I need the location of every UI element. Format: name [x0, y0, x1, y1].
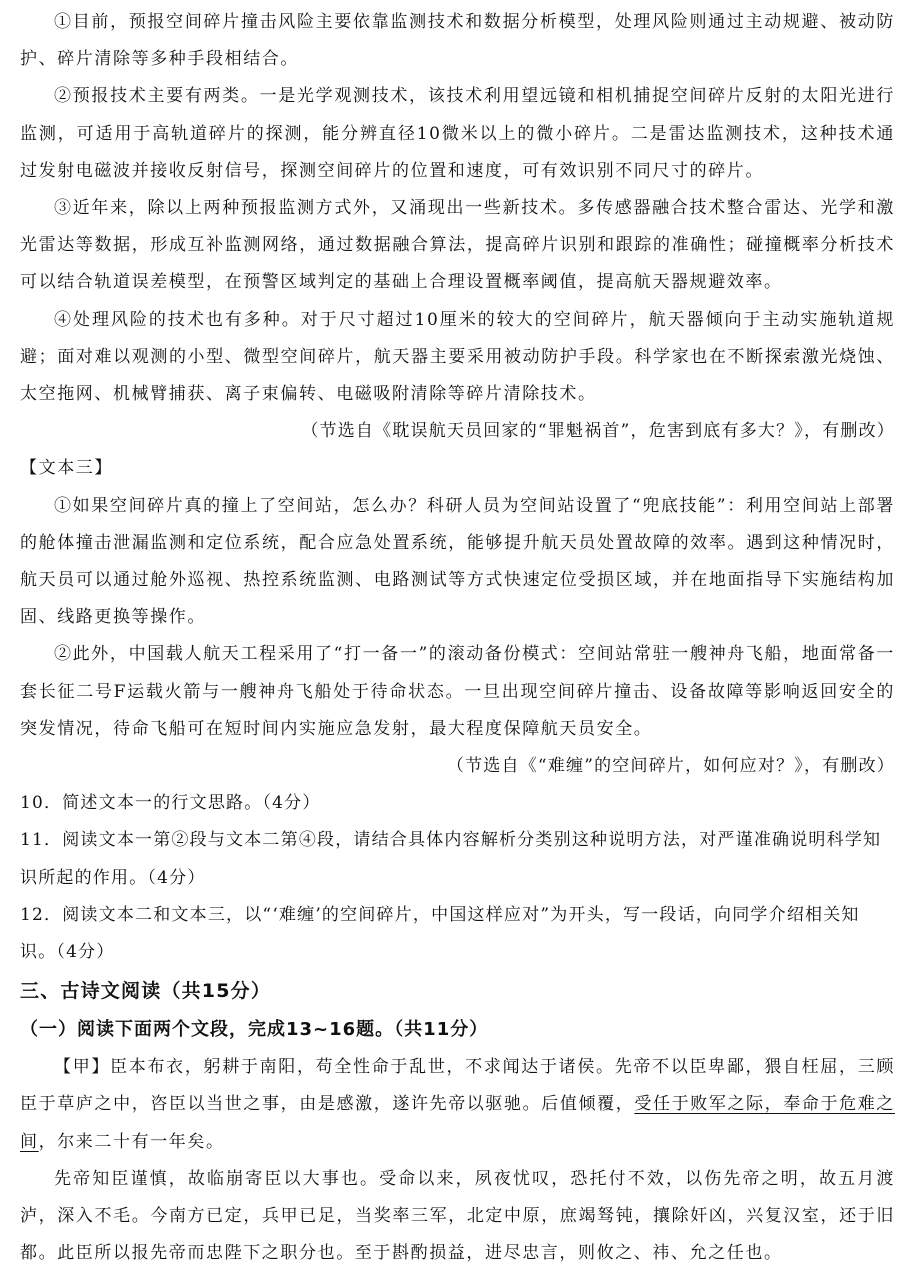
text2-paragraph-3: ③近年来，除以上两种预报监测方式外，又涌现出一些新技术。多传感器融合技术整合雷达、光学和激光雷达等数据，形成互补监测网络，通过数据融合算法，提高碎片识别和跟踪的准确性；碰撞概率分析技术可以结合轨道误差模型，在预警区域判定的基础上合理设置概率阈值，提高航天器规避效率。 [20, 198, 895, 293]
text3-paragraph-2: ②此外，中国载人航天工程采用了“打一备一”的滚动备份模式：空间站常驻一艘神舟飞船，地面常备一套长征二号F运载火箭与一艘神舟飞船处于待命状态。一旦出现空间碎片撞击、设备故障等影响返回安全的突发情况，待命飞船可在短时间内实施应急发射，最大程度保障航天员安全。 [20, 644, 895, 739]
text2-source: （节选自《耽误航天员回家的“罪魁祸首”，危害到底有多大？》，有删改） [301, 421, 895, 442]
subsection-1-heading: （一）阅读下面两个文段，完成13~16题。（共11分） [20, 1019, 489, 1041]
text2-paragraph-4: ④处理风险的技术也有多种。对于尺寸超过10厘米的较大的空间碎片，航天器倾向于主动实施轨道规避；面对难以观测的小型、微型空间碎片，航天器主要采用被动防护手段。科学家也在不断探索激光烧蚀、太空拖网、机械臂捕获、离子束偏转、电磁吸附清除等碎片清除技术。 [20, 309, 895, 405]
question-11: 11．阅读文本一第②段与文本二第④段，请结合具体内容解析分类别这种说明方法，对严谨准确说明科学知识所起的作用。（4分） [20, 830, 882, 888]
text3-source: （节选自《“难缠”的空间碎片，如何应对？》，有删改） [446, 756, 895, 777]
question-12: 12．阅读文本二和文本三，以“‘难缠’的空间碎片，中国这样应对”为开头，写一段话，向同学介绍相关知识。（4分） [20, 904, 860, 963]
classical-paragraph-1 [20, 1049, 895, 1161]
text3-label: 【文本三】 [20, 458, 113, 479]
section-3-heading: 三、古诗文阅读（共15分） [20, 980, 272, 1003]
classical-paragraph-2: 先帝知臣谨慎，故临崩寄臣以大事也。受命以来，夙夜忧叹，恐托付不效，以伤先帝之明，故五月渡泸，深入不毛。今南方已定，兵甲已足，当奖率三军，北定中原，庶竭驽钝，攘除奸凶，兴复汉室，还于旧都。此臣所以报先帝而忠陛下之职分也。至于斟酌损益，进尽忠言，则攸之、祎、允之任也。 [20, 1168, 895, 1264]
text2-paragraph-1: ①目前，预报空间碎片撞击风险主要依靠监测技术和数据分析模型，处理风险则通过主动规避、被动防护、碎片清除等多种手段相结合。 [20, 12, 895, 70]
classical-p1-tail: ，尔来二十有一年矣。 [38, 1131, 225, 1152]
classical-p1-text: 臣本布衣，躬耕于南阳，苟全性命于乱世，不求闻达于诸侯。先帝不以臣卑鄙，猥自枉屈，三顾臣于草庐之中，咨臣以当世之事，由是感激，遂许先帝以驱驰。后值倾覆， [20, 1057, 895, 1115]
question-10: 10．简述文本一的行文思路。（4分） [20, 793, 321, 814]
text3-paragraph-1: ①如果空间碎片真的撞上了空间站，怎么办？科研人员为空间站设置了“兜底技能”：利用空间站上部署的舱体撞击泄漏监测和定位系统，配合应急处置系统，能够提升航天员处置故障的效率。遇到这种情况时，航天员可以通过舱外巡视、热控系统监测、电路测试等方式快速定位受损区域，并在地面指导下实施结构加固、线路更换等操作。 [20, 495, 895, 628]
jia-label: 【甲】 [54, 1057, 111, 1078]
text2-paragraph-2: ②预报技术主要有两类。一是光学观测技术，该技术利用望远镜和相机捕捉空间碎片反射的太阳光进行监测，可适用于高轨道碎片的探测，能分辨直径10微米以上的微小碎片。二是雷达监测技术，这种技术通过发射电磁波并接收反射信号，探测空间碎片的位置和速度，可有效识别不同尺寸的碎片。 [20, 86, 895, 181]
underlined-phrase: 受任于败军之际，奉命于危难之间 [20, 1094, 895, 1152]
